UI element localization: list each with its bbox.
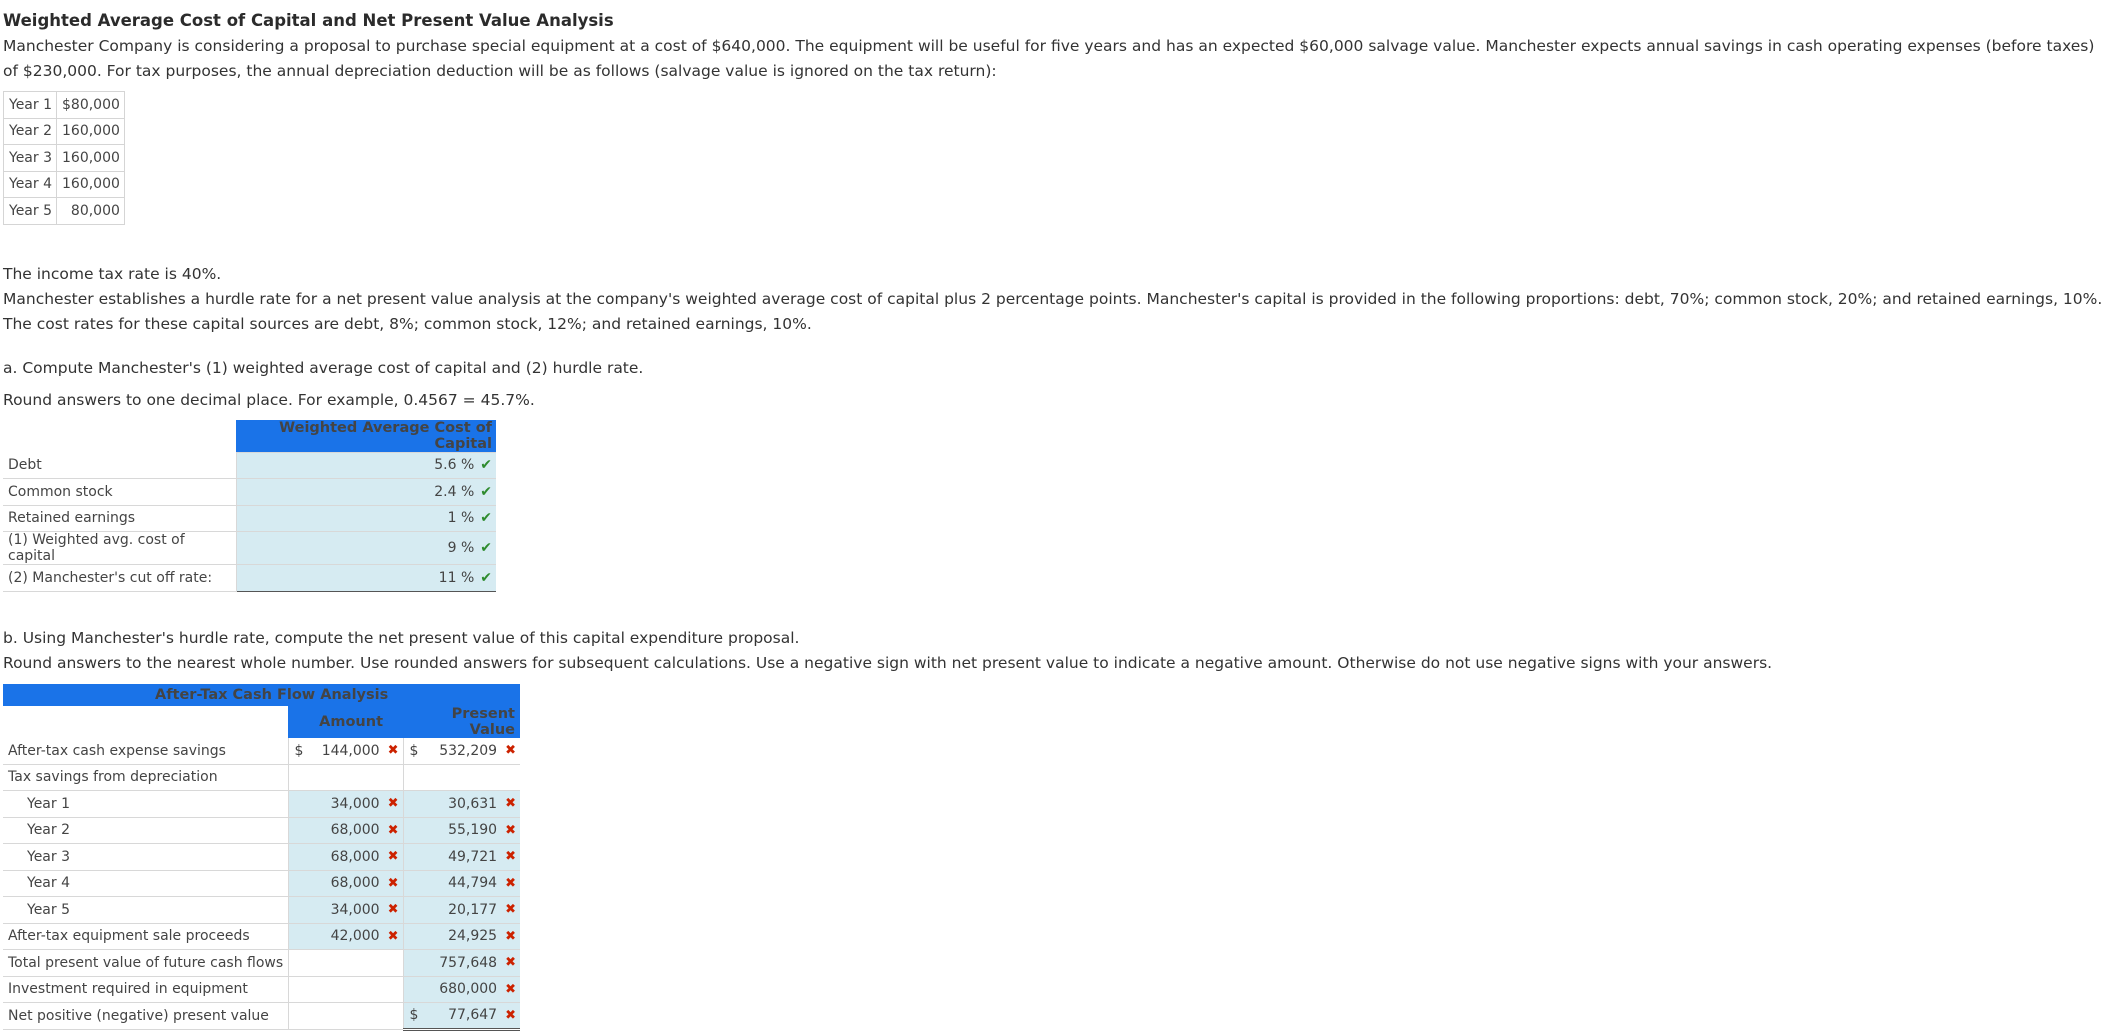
row-label: Year 5 xyxy=(3,897,288,924)
depreciation-value: 160,000 xyxy=(57,171,125,198)
x-mark-icon: ✖ xyxy=(505,796,516,812)
year2-amount-input[interactable]: 68,000 ✖ xyxy=(288,817,403,844)
wacc-label-debt: Debt xyxy=(3,452,236,479)
table-row xyxy=(3,950,520,977)
present-value-column-header: Present Value xyxy=(403,706,520,738)
wacc-label-cutoff: (2) Manchester's cut off rate: xyxy=(3,565,236,592)
x-mark-icon: ✖ xyxy=(387,849,399,865)
depreciation-table xyxy=(3,91,125,225)
investment-pv-input[interactable]: 680,000 ✖ xyxy=(403,976,520,1003)
year-label: Year 4 xyxy=(4,171,57,198)
year4-amount-input[interactable]: 68,000 ✖ xyxy=(288,870,403,897)
debt-input[interactable]: 5.6 % ✔ xyxy=(236,452,496,479)
table-row xyxy=(3,897,520,924)
table-row xyxy=(3,1003,520,1030)
year5-pv-input[interactable]: 20,177 ✖ xyxy=(403,897,520,924)
x-mark-icon: ✖ xyxy=(505,743,516,758)
year3-amount-input[interactable]: 68,000 ✖ xyxy=(288,844,403,871)
savings-amount-input[interactable]: $ 144,000 ✖ xyxy=(288,738,403,765)
cash-flow-table xyxy=(3,684,520,1031)
part-a-instruction: Round answers to one decimal place. For example, 0.4567 = 45.7%. xyxy=(3,390,535,409)
currency-symbol: $ xyxy=(409,1007,419,1024)
row-label: Investment required in equipment xyxy=(3,976,288,1003)
table-row xyxy=(3,791,520,818)
wacc-label-total: (1) Weighted avg. cost of capital xyxy=(3,532,236,565)
year2-pv-input[interactable]: 55,190 ✖ xyxy=(403,817,520,844)
year-label: Year 5 xyxy=(4,198,57,225)
row-label: After-tax cash expense savings xyxy=(3,738,288,765)
year3-pv-input[interactable]: 49,721 ✖ xyxy=(403,844,520,871)
year1-amount-input[interactable]: 34,000 ✖ xyxy=(288,791,403,818)
wacc-table xyxy=(3,420,496,592)
table-row xyxy=(3,817,520,844)
x-mark-icon: ✖ xyxy=(505,981,516,997)
x-mark-icon: ✖ xyxy=(387,743,399,758)
currency-symbol: $ xyxy=(409,742,419,759)
cash-flow-header: After-Tax Cash Flow Analysis xyxy=(3,684,520,706)
wacc-total-input[interactable]: 9 % ✔ xyxy=(236,532,496,565)
year-label: Year 1 xyxy=(4,92,57,119)
sale-pv-input[interactable]: 24,925 ✖ xyxy=(403,923,520,950)
currency-symbol: $ xyxy=(294,742,304,759)
npv-input[interactable]: $ 77,647 ✖ xyxy=(403,1003,520,1030)
table-row xyxy=(3,764,520,791)
year5-amount-input[interactable]: 34,000 ✖ xyxy=(288,897,403,924)
table-row xyxy=(3,532,496,565)
page-title: Weighted Average Cost of Capital and Net Present Value Analysis xyxy=(3,11,614,30)
table-row xyxy=(3,479,496,506)
x-mark-icon: ✖ xyxy=(387,902,399,918)
table-row xyxy=(4,92,125,119)
x-mark-icon: ✖ xyxy=(505,822,516,838)
row-label: Year 2 xyxy=(3,817,288,844)
common-stock-input[interactable]: 2.4 % ✔ xyxy=(236,479,496,506)
row-label: Year 3 xyxy=(3,844,288,871)
part-b-question: b. Using Manchester's hurdle rate, compute the net present value of this capital expenditure proposal. xyxy=(3,628,800,647)
depreciation-value: 160,000 xyxy=(57,118,125,145)
x-mark-icon: ✖ xyxy=(505,1007,516,1023)
check-icon: ✔ xyxy=(480,483,492,500)
year-label: Year 2 xyxy=(4,118,57,145)
table-row xyxy=(3,923,520,950)
cost-rates-text: The cost rates for these capital sources are debt, 8%; common stock, 12%; and retained earnings, 10%. xyxy=(3,314,812,333)
total-pv-input[interactable]: 757,648 ✖ xyxy=(403,950,520,977)
row-label: Total present value of future cash flows xyxy=(3,950,288,977)
table-row xyxy=(3,976,520,1003)
wacc-label-retained-earnings: Retained earnings xyxy=(3,505,236,532)
tax-rate-text: The income tax rate is 40%. xyxy=(3,264,222,283)
hurdle-text: Manchester establishes a hurdle rate for a net present value analysis at the company's weighted average cost of capital plus 2 percentage points. Manchester's capital is provided in the following proportions: debt, 70%; common stock, 20%; and retained earnings, 10%. xyxy=(3,289,2103,308)
intro-text: Manchester Company is considering a proposal to purchase special equipment at a cost of $640,000. The equipment will be useful for five years and has an expected $60,000 salvage value. Manchester expects annual savings in cash operating expenses (before taxes) of $230,000. For tax purposes, the annual depreciation deduction will be as follows (salvage value is ignored on the tax return): xyxy=(3,37,2095,80)
x-mark-icon: ✖ xyxy=(387,875,399,891)
year1-pv-input[interactable]: 30,631 ✖ xyxy=(403,791,520,818)
x-mark-icon: ✖ xyxy=(387,928,399,944)
check-icon: ✔ xyxy=(480,569,492,586)
x-mark-icon: ✖ xyxy=(387,796,399,812)
table-row xyxy=(4,171,125,198)
x-mark-icon: ✖ xyxy=(505,928,516,944)
table-row xyxy=(3,738,520,765)
year4-pv-input[interactable]: 44,794 ✖ xyxy=(403,870,520,897)
depreciation-value: $80,000 xyxy=(57,92,125,119)
depreciation-value: 160,000 xyxy=(57,145,125,172)
x-mark-icon: ✖ xyxy=(505,849,516,865)
row-label: Tax savings from depreciation xyxy=(3,764,288,791)
x-mark-icon: ✖ xyxy=(387,822,399,838)
table-row xyxy=(4,145,125,172)
wacc-header: Weighted Average Cost of Capital xyxy=(236,420,496,453)
table-row xyxy=(3,870,520,897)
part-b-instruction: Round answers to the nearest whole number. Use rounded answers for subsequent calculations. Use a negative sign with net present value to indicate a negative amount. Otherwise do not use negative signs with your answers. xyxy=(3,653,1773,672)
part-a-question: a. Compute Manchester's (1) weighted average cost of capital and (2) hurdle rate. xyxy=(3,358,644,377)
row-label: After-tax equipment sale proceeds xyxy=(3,923,288,950)
x-mark-icon: ✖ xyxy=(505,875,516,891)
x-mark-icon: ✖ xyxy=(505,902,516,918)
year-label: Year 3 xyxy=(4,145,57,172)
table-row xyxy=(3,505,496,532)
table-row xyxy=(4,198,125,225)
depreciation-value: 80,000 xyxy=(57,198,125,225)
row-label: Year 4 xyxy=(3,870,288,897)
table-row xyxy=(3,452,496,479)
cutoff-rate-input[interactable]: 11 % ✔ xyxy=(236,565,496,592)
table-row xyxy=(4,118,125,145)
check-icon: ✔ xyxy=(480,510,492,527)
amount-column-header: Amount xyxy=(288,706,403,738)
sale-amount-input[interactable]: 42,000 ✖ xyxy=(288,923,403,950)
table-row xyxy=(3,565,496,592)
check-icon: ✔ xyxy=(480,540,492,556)
wacc-label-common-stock: Common stock xyxy=(3,479,236,506)
row-label: Net positive (negative) present value xyxy=(3,1003,288,1030)
savings-pv-input[interactable]: $ 532,209 ✖ xyxy=(403,738,520,765)
x-mark-icon: ✖ xyxy=(505,955,516,971)
row-label: Year 1 xyxy=(3,791,288,818)
table-row xyxy=(3,844,520,871)
check-icon: ✔ xyxy=(480,457,492,474)
retained-earnings-input[interactable]: 1 % ✔ xyxy=(236,505,496,532)
